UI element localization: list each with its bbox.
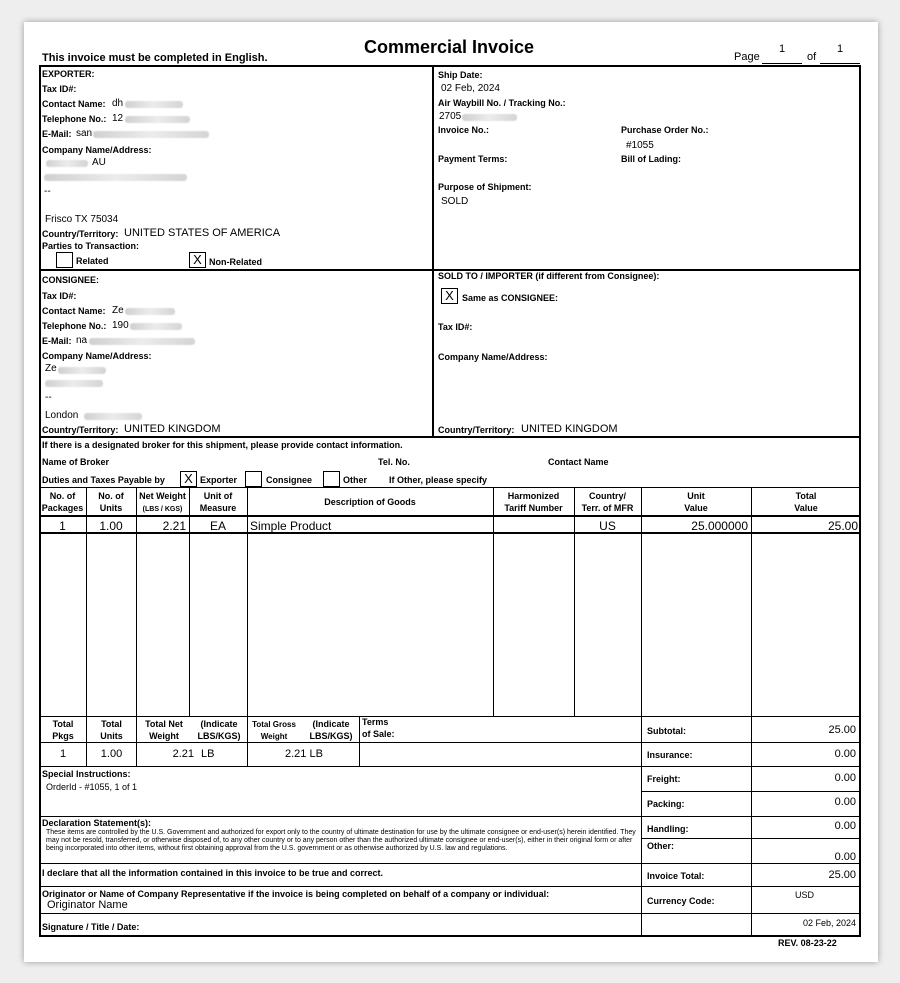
of-label: of [807, 51, 817, 63]
exporter-tax-id-label: Tax ID#: [42, 84, 77, 94]
col-header-net-weight: Net Weight (LBS / KGS) [139, 491, 186, 513]
goods-col-line [751, 487, 752, 717]
consignee-company-label: Company Name/Address: [42, 351, 152, 361]
consignee-broker-divider [39, 436, 861, 438]
exporter-phone-value: 12 [112, 113, 124, 124]
col-header-units: No. of Units [98, 491, 124, 513]
consignee-email-label: E-Mail: [42, 336, 72, 346]
summary-col-line [641, 716, 642, 937]
duties-other-specify: If Other, please specify [389, 475, 488, 485]
page-title: Commercial Invoice [364, 37, 535, 57]
exporter-heading: EXPORTER: [42, 69, 95, 79]
purpose-value: SOLD [441, 196, 469, 207]
packing-value: 0.00 [834, 796, 856, 808]
redaction [93, 131, 209, 138]
col-header-packages: No. of Packages [41, 491, 84, 513]
page-total-underline [820, 63, 860, 64]
cell-net-weight: 2.21 [162, 519, 186, 533]
ship-date-label: Ship Date: [438, 70, 483, 80]
redaction [125, 308, 175, 315]
special-instructions-label: Special Instructions: [42, 769, 131, 779]
exporter-email-value: san [76, 128, 93, 139]
special-instructions-value: OrderId - #1055, 1 of 1 [46, 782, 138, 792]
invoice-no-label: Invoice No.: [438, 125, 490, 135]
cell-unit-value: 25.000000 [691, 519, 748, 533]
exporter-email-label: E-Mail: [42, 129, 72, 139]
col-header-tariff-number: Harmonized Tariff Number [504, 491, 563, 513]
declaration-label: Declaration Statement(s): [42, 818, 152, 828]
po-value: #1055 [626, 140, 654, 151]
duties-other-checkbox[interactable] [323, 471, 340, 487]
certify-bottom [39, 886, 861, 887]
sold-to-company-label: Company Name/Address: [438, 352, 548, 362]
col-header-unit-of-measure: Unit of Measure [199, 491, 237, 513]
other-label: Other: [647, 841, 674, 851]
goods-col-line [641, 487, 642, 717]
originator-label: Originator or Name of Company Representative if the invoice is being completed on behalf of a company or individual: [42, 889, 550, 899]
bill-of-lading-label: Bill of Lading: [621, 154, 681, 164]
goods-col-line [574, 487, 575, 717]
sold-to-country-label: Country/Territory: [438, 425, 515, 435]
non-related-label: Non-Related [209, 257, 263, 267]
consignee-phone-value: 190 [112, 320, 129, 331]
english-notice: This invoice must be completed in English. [42, 52, 268, 64]
special-bottom [39, 816, 642, 817]
consignee-company-line1: Ze [45, 363, 57, 374]
same-as-consignee-label: Same as CONSIGNEE: [462, 293, 559, 303]
duties-consignee-label: Consignee [266, 475, 313, 485]
non-related-checkbox[interactable]: X [189, 252, 206, 268]
currency-code-value: USD [795, 890, 815, 900]
consignee-contact-value: Ze [112, 305, 124, 316]
summary-row-line [641, 791, 861, 792]
goods-col-line [86, 487, 87, 717]
summary-row-line [641, 816, 861, 817]
total-gross-weight-label: Total Gross Weight [252, 720, 296, 741]
duties-exporter-label: Exporter [200, 475, 238, 485]
total-net-weight-value: 2.21 [172, 748, 194, 760]
total-net-weight-label: Total Net Weight [145, 719, 183, 741]
awb-value: 2705 [439, 111, 462, 122]
invoice-total-value: 25.00 [828, 869, 856, 881]
consignee-address-dash: -- [45, 392, 52, 403]
duties-other-label: Other [343, 475, 368, 485]
purpose-label: Purpose of Shipment: [438, 182, 532, 192]
exporter-phone-label: Telephone No.: [42, 114, 107, 124]
redaction [45, 380, 103, 387]
consignee-country-label: Country/Territory: [42, 425, 119, 435]
consignee-phone-label: Telephone No.: [42, 321, 107, 331]
exporter-country-value: UNITED STATES OF AMERICA [124, 227, 281, 239]
redaction [44, 174, 187, 181]
payment-terms-label: Payment Terms: [438, 154, 508, 164]
total-net-weight-unit: LB [201, 748, 215, 760]
cell-description: Simple Product [250, 519, 332, 533]
sold-to-heading: SOLD TO / IMPORTER (if different from Consignee): [438, 271, 660, 281]
total-pkgs-value: 1 [59, 748, 67, 760]
cell-packages: 1 [59, 519, 66, 533]
goods-col-line [189, 487, 190, 717]
col-header-description: Description of Goods [324, 497, 416, 507]
ship-date-value: 02 Feb, 2024 [441, 83, 500, 94]
redaction [58, 367, 106, 374]
goods-col-line [136, 487, 137, 717]
handling-label: Handling: [647, 824, 689, 834]
totals-header-divider [39, 742, 642, 743]
col-header-country-of-mfr: Country/ Terr. of MFR [581, 491, 634, 513]
insurance-value: 0.00 [834, 748, 856, 760]
insurance-label: Insurance: [647, 750, 693, 760]
subtotal-label: Subtotal: [647, 726, 686, 736]
goods-col-line [247, 487, 248, 717]
consignee-country-value: UNITED KINGDOM [124, 423, 221, 435]
frame-top [39, 65, 861, 67]
cell-total-value: 25.00 [827, 519, 858, 533]
consignee-tax-id-label: Tax ID#: [42, 291, 77, 301]
broker-notice: If there is a designated broker for this shipment, please provide contact information. [42, 440, 403, 450]
consignee-city: London [45, 410, 79, 421]
totals-bottom [39, 766, 861, 767]
other-value: 0.00 [834, 851, 856, 863]
terms-of-sale-label: Terms of Sale: [362, 717, 395, 739]
cell-country-of-mfr: US [599, 519, 616, 533]
exporter-address-dash: -- [44, 186, 51, 197]
broker-contact-label: Contact Name [548, 457, 609, 467]
total-pkgs-label: Total Pkgs [52, 719, 74, 741]
consignee-contact-label: Contact Name: [42, 306, 106, 316]
page-current-underline [762, 63, 802, 64]
related-label: Related [76, 256, 109, 266]
page-current: 1 [778, 43, 786, 55]
total-units-value: 1.00 [100, 748, 123, 760]
frame-bottom [39, 935, 861, 937]
broker-name-label: Name of Broker [42, 457, 110, 467]
exporter-company-label: Company Name/Address: [42, 145, 152, 155]
consignee-heading: CONSIGNEE: [42, 275, 100, 285]
duties-label: Duties and Taxes Payable by [42, 475, 165, 485]
exporter-company-line1: AU [92, 157, 106, 168]
originator-value: Originator Name [47, 899, 128, 911]
currency-code-label: Currency Code: [647, 896, 715, 906]
col-header-total-value: Total Value [794, 491, 818, 513]
cell-units: 1.00 [99, 519, 123, 533]
col-header-unit-value: Unit Value [684, 491, 708, 513]
cell-unit-of-measure: EA [209, 519, 226, 533]
redaction [84, 413, 142, 420]
net-indicate-label: (Indicate LBS/KGS) [197, 719, 241, 741]
signature-date-value: 02 Feb, 2024 [802, 918, 856, 928]
summary-row-line [641, 838, 861, 839]
signature-label: Signature / Title / Date: [42, 922, 140, 932]
broker-tel-label: Tel. No. [378, 457, 410, 467]
redaction [462, 114, 517, 121]
duties-consignee-checkbox[interactable] [245, 471, 262, 487]
freight-label: Freight: [647, 774, 681, 784]
redaction [130, 323, 182, 330]
consignee-email-value: na [76, 335, 88, 346]
revision-label: REV. 08-23-22 [778, 938, 837, 948]
table-body-bottom [39, 716, 861, 717]
goods-col-line [493, 487, 494, 717]
redaction [46, 160, 88, 167]
table-header-top [39, 487, 861, 488]
invoice-total-label: Invoice Total: [647, 871, 705, 881]
subtotal-value: 25.00 [828, 724, 856, 736]
sold-to-country-value: UNITED KINGDOM [521, 423, 618, 435]
gross-indicate-label: (Indicate LBS/KGS) [309, 719, 353, 741]
declaration-text: These items are controlled by the U.S. Government and authorized for export only to the country of ultimate destination for use by the ultimate consignee or end-user(s) herein identified. They may not be resold, transferred, or otherwise disposed of, to any other country or to any person other than the authorized ultimate consignee or end-user(s), either in their original form or after being incorporated into other items, without first obtaining approval from the U.S. government or as otherwise authorized by U.S. law and regulations. [46, 829, 636, 852]
awb-label: Air Waybill No. / Tracking No.: [438, 98, 566, 108]
packing-label: Packing: [647, 799, 685, 809]
top-center-divider [432, 65, 434, 438]
page-total: 1 [836, 43, 844, 55]
totals-col-line [359, 716, 360, 767]
freight-value: 0.00 [834, 772, 856, 784]
redaction [125, 116, 190, 123]
declaration-bottom [39, 863, 861, 864]
totals-col-line [136, 716, 137, 767]
sold-to-tax-id-label: Tax ID#: [438, 322, 473, 332]
exporter-city: Frisco TX 75034 [45, 214, 119, 225]
redaction [125, 101, 183, 108]
duties-exporter-checkbox[interactable]: X [180, 471, 197, 487]
po-label: Purchase Order No.: [621, 125, 709, 135]
summary-row-line [641, 742, 861, 743]
parties-label: Parties to Transaction: [42, 241, 140, 251]
exporter-country-label: Country/Territory: [42, 229, 119, 239]
line-item-row-top [39, 515, 861, 517]
redaction [89, 338, 195, 345]
handling-value: 0.00 [834, 820, 856, 832]
exporter-contact-value: dh [112, 98, 124, 109]
originator-bottom [39, 913, 861, 914]
related-checkbox[interactable] [56, 252, 73, 268]
totals-col-line [247, 716, 248, 767]
exporter-contact-label: Contact Name: [42, 99, 106, 109]
certify-statement: I declare that all the information contained in this invoice to be true and correct. [42, 868, 384, 878]
page-label: Page [734, 51, 760, 63]
total-gross-weight-value: 2.21 LB [285, 748, 323, 760]
total-units-label: Total Units [100, 719, 123, 741]
same-as-consignee-checkbox[interactable]: X [441, 288, 458, 304]
